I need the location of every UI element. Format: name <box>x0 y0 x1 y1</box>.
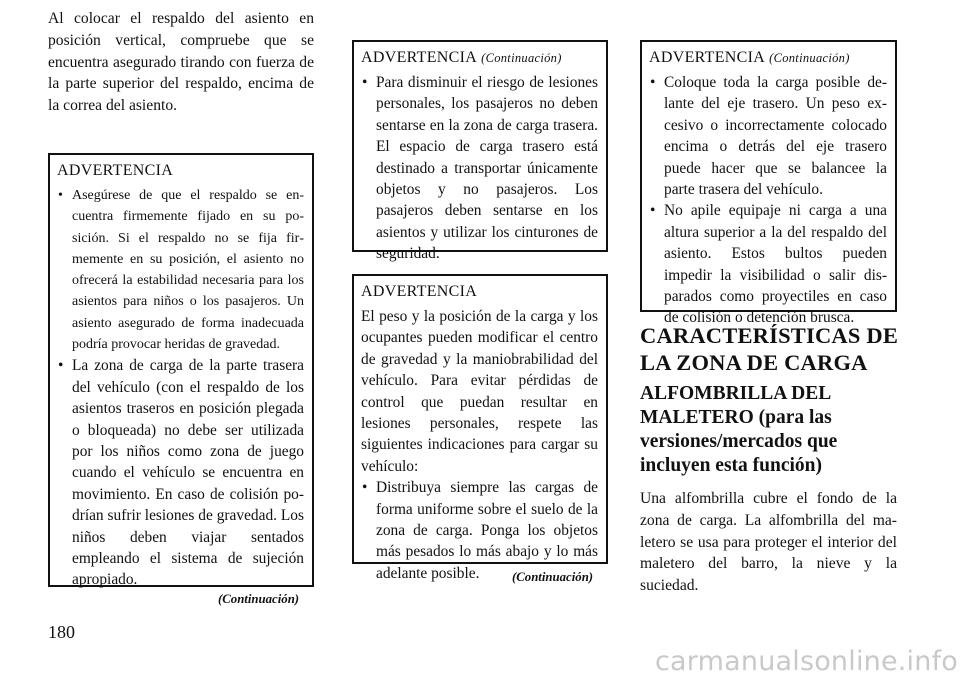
warning-title-text: ADVERTENCIA <box>361 49 478 66</box>
warning-title: ADVERTENCIA <box>57 162 174 179</box>
body-paragraph: Una alfombrilla cubre el fondo de la zona de carga. La alfombrilla del maletero se usa para proteger el interior del maletero del barro, la nieve y la suciedad. <box>640 490 897 595</box>
warning-item: • Distribuya siempre las cargas de forma uniforme sobre el suelo de la zona de carga. Ponga los objetos más pesados lo más abajo y lo más adelante posible. <box>361 477 598 584</box>
section-title: CARACTERÍSTICAS DE LA ZONA DE CARGA <box>640 323 899 375</box>
warning-item: • Asegúrese de que el respaldo se encuentra firmemente fijado en su posición. Si el respaldo no se fija firmemente en su posición, el asiento no ofrecerá la estabilidad necesaria para los asientos para niños o los pasajeros. Un asiento asegurado de forma inadecuada podría provocar heridas de gravedad. <box>57 185 304 355</box>
page-number: 180 <box>48 622 75 642</box>
warning-item: • La zona de carga de la parte trasera del vehículo (con el respaldo de los asientos traseros en posición plegada o bloqueada) no debe ser utilizada por los niños como zona de juego cuando el vehículo se encuentra en movimiento. En caso de colisión podrían sufrir lesiones de gravedad. Los niños deben viajar sentados empleando el sistema de sujeción apropiado. <box>57 355 304 590</box>
warning-item: • Coloque toda la carga posible delante del eje trasero. Un peso excesivo o incorrectamente colocado encima o detrás del eje trasero puede hacer que se balancee la parte trasera del vehículo. <box>649 72 887 200</box>
warning-item: • Para disminuir el riesgo de lesiones personales, los pasajeros no deben sentarse en la zona de carga trasera. El espacio de carga trasero está destinado a transportar únicamente objetos y no pasajeros. Los pasajeros deben sentarse en los asientos y utilizar los cinturones de seguridad. <box>361 72 598 265</box>
warning-box-2-continued <box>352 40 608 263</box>
subsection-title: ALFOMBRILLA DEL MALETERO (para las versiones/mercados que incluyen esta función) <box>640 383 838 476</box>
warning-title <box>649 48 887 68</box>
warning-item: • No apile equipaje ni carga a una altura superior a la del respaldo del asiento. Estos bultos pueden impedir la visibilidad o salir disparados como proyectiles en caso de colisión o detención brusca. <box>649 200 887 328</box>
warning-title <box>361 48 598 68</box>
continued-label: (Continuación) <box>218 592 300 606</box>
watermark: carmanualsonline.info <box>655 646 958 677</box>
warning-list <box>361 72 598 265</box>
warning-title-suffix: (Continuación) <box>481 51 562 65</box>
intro-paragraph: Al colocar el respaldo del asiento en posición vertical, compruebe que se encuentra asegurado tirando con fuerza de la parte superior del respaldo, encima de la correa del asiento. <box>48 10 314 115</box>
warning-list <box>649 72 887 329</box>
continued-label: (Continuación) <box>512 570 594 584</box>
warning-text: El peso y la posición de la carga y los ocupantes pueden modificar el centro de gravedad y la maniobrabilidad del vehículo. Para evitar pérdidas de control que puedan resultar en lesiones personales, respete las siguientes indicaciones para cargar su vehículo: <box>361 308 598 475</box>
warning-title-suffix: (Continuación) <box>769 51 850 65</box>
warning-box-4-continued <box>640 40 897 327</box>
warning-list <box>57 185 304 591</box>
warning-box-1 <box>48 153 314 587</box>
warning-list <box>361 477 598 584</box>
warning-title-text: ADVERTENCIA <box>649 49 766 66</box>
warning-title: ADVERTENCIA <box>361 283 478 300</box>
